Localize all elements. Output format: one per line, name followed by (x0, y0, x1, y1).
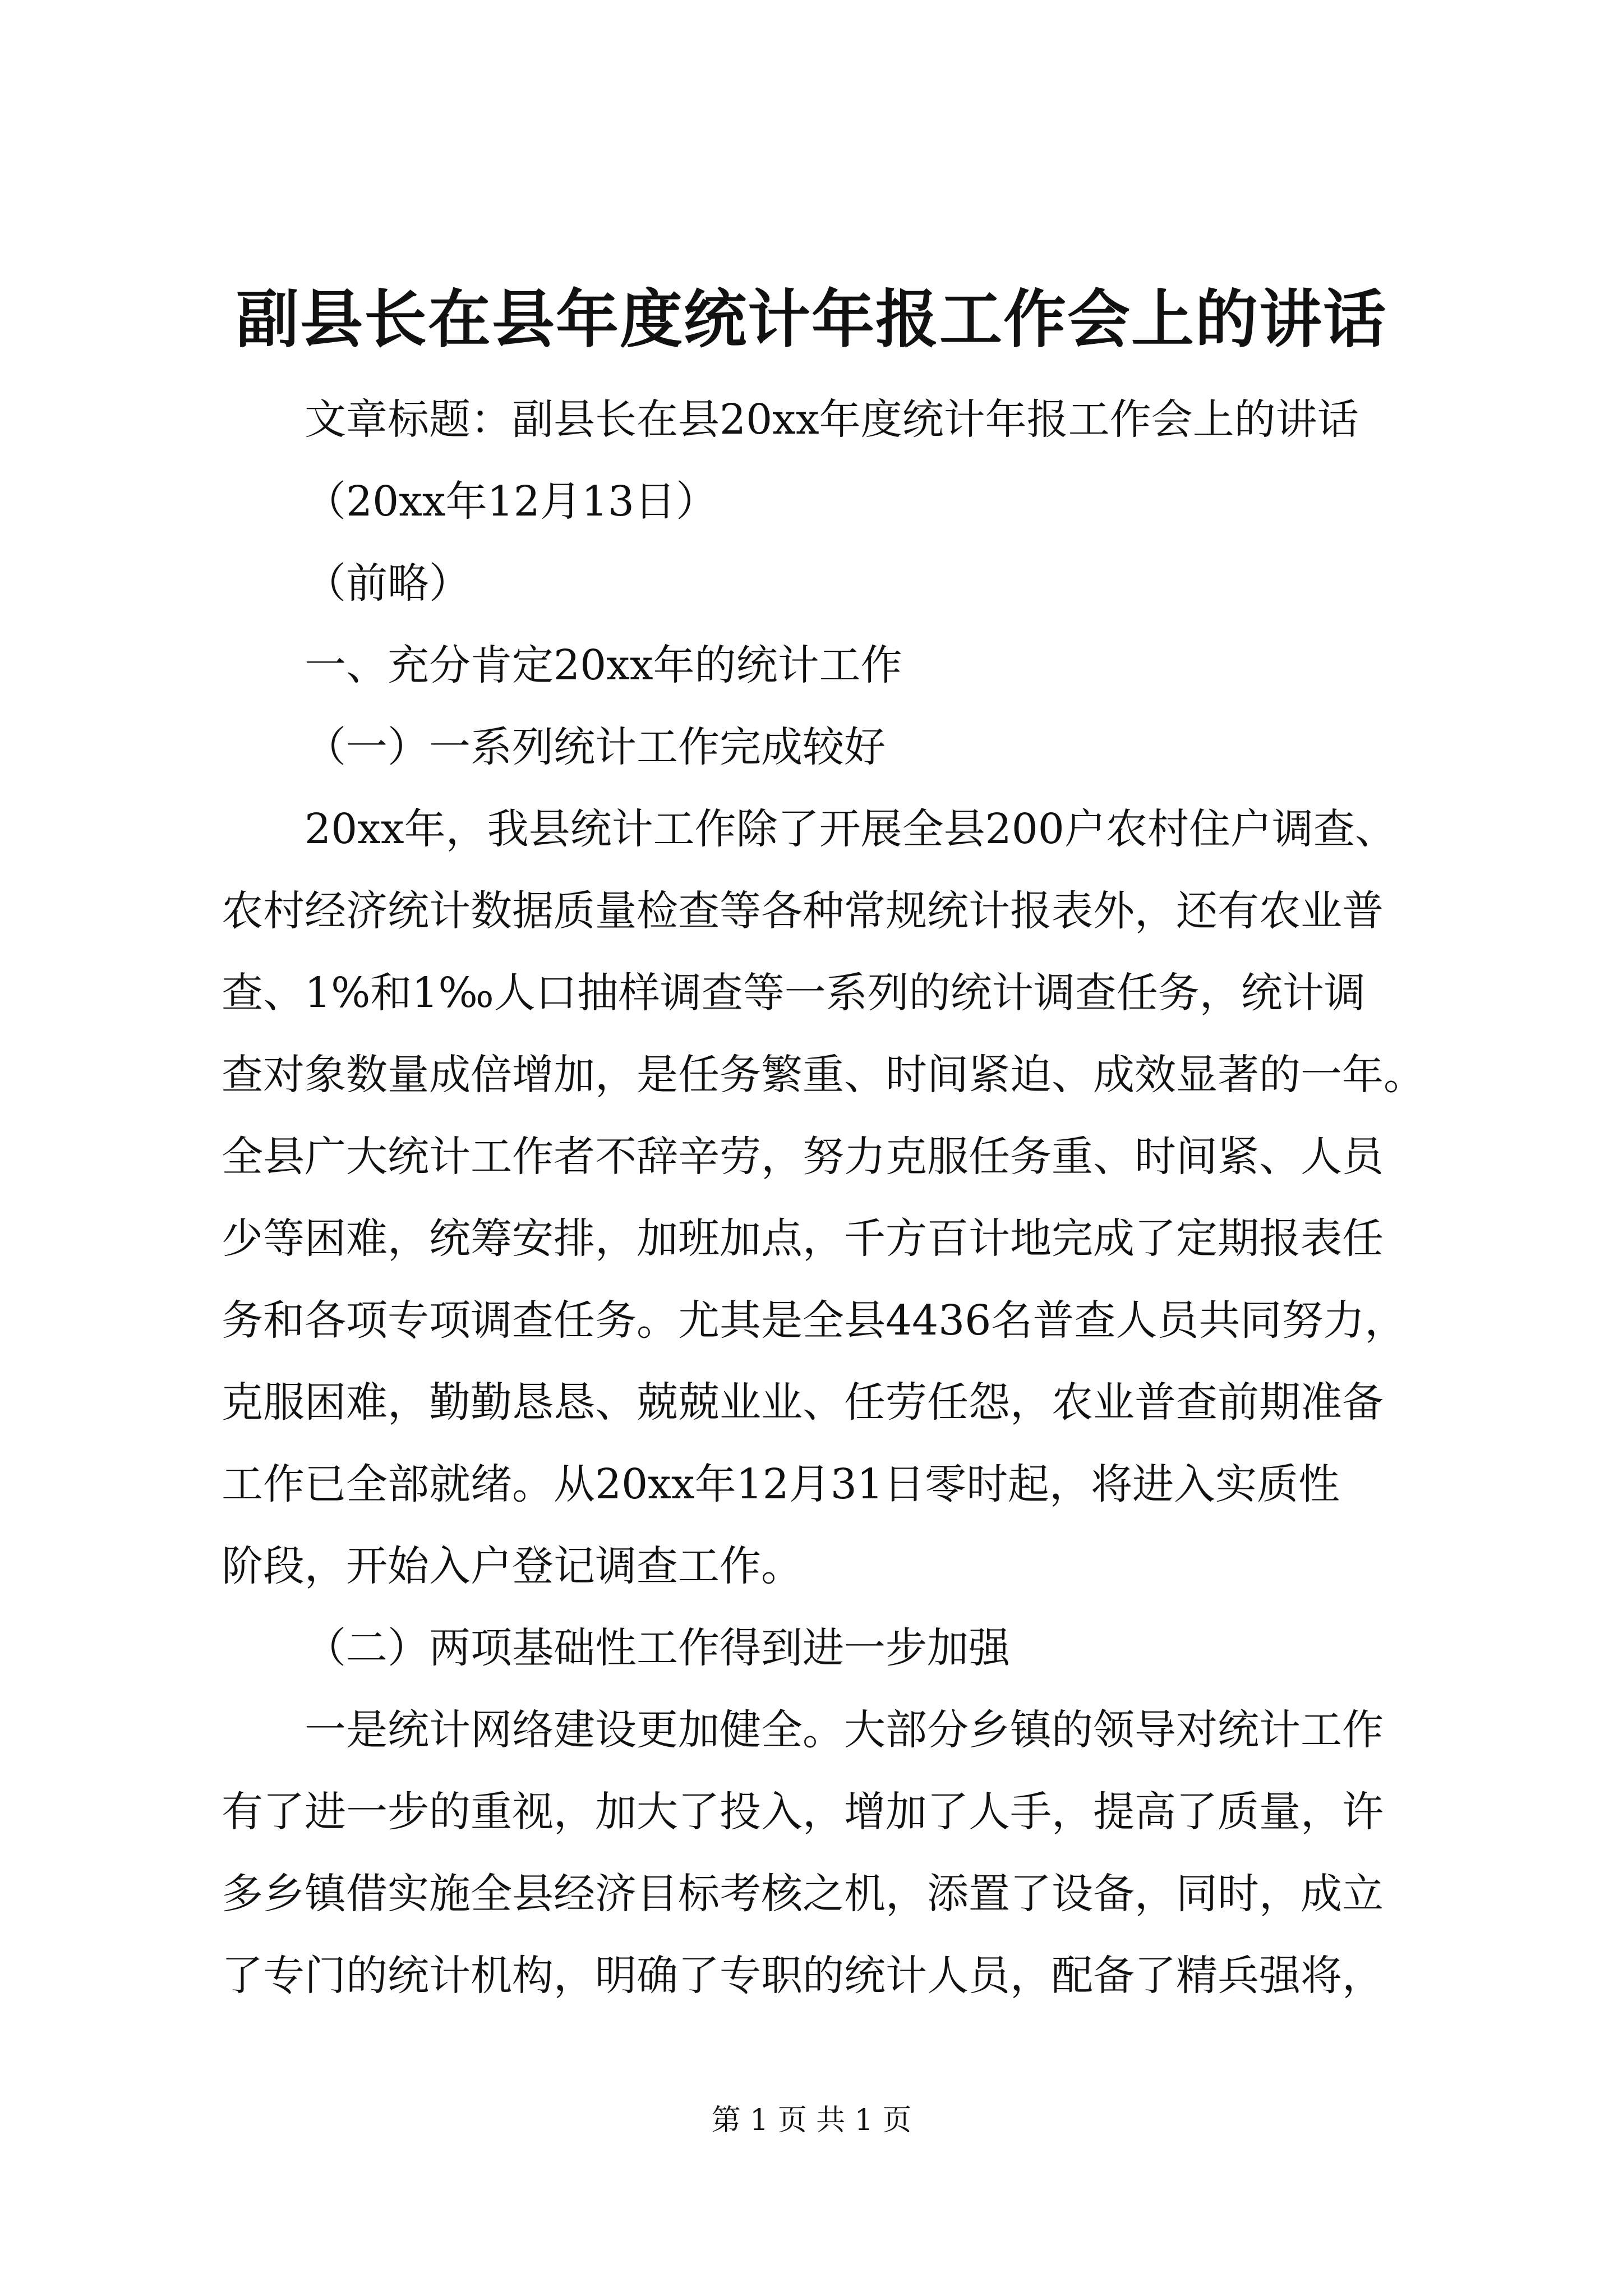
paragraph-line: 少等困难，统筹安排，加班加点，千方百计地完成了定期报表任 (222, 1214, 1384, 1263)
paragraph-line: 查、1%和1‰人口抽样调查等一系列的统计调查任务，统计调 (222, 969, 1366, 1017)
paragraph-line: 阶段，开始入户登记调查工作。 (222, 1542, 803, 1590)
section-heading-1: 一、充分肯定20xx年的统计工作 (305, 641, 902, 689)
paragraph-line: 一是统计网络建设更加健全。大部分乡镇的领导对统计工作 (305, 1706, 1384, 1754)
paragraph-line: 了专门的统计机构，明确了专职的统计人员，配备了精兵强将， (222, 1952, 1384, 2000)
omitted-note: （前略） (305, 559, 471, 608)
paragraph-line: 工作已全部就绪。从20xx年12月31日零时起，将进入实质性 (222, 1460, 1340, 1508)
paragraph-line: 20xx年，我县统计工作除了开展全县200户农村住户调查、 (305, 805, 1396, 853)
paragraph-line: 全县广大统计工作者不辞辛劳，努力克服任务重、时间紧、人员 (222, 1133, 1384, 1181)
paragraph-line: 多乡镇借实施全县经济目标考核之机，添置了设备，同时，成立 (222, 1870, 1384, 1918)
subsection-heading-2: （二）两项基础性工作得到进一步加强 (305, 1624, 1010, 1672)
page-footer: 第 1 页 共 1 页 (711, 2104, 912, 2137)
date-line: （20xx年12月13日） (305, 477, 717, 526)
paragraph-line: 务和各项专项调查任务。尤其是全县4436名普查人员共同努力， (222, 1296, 1407, 1345)
paragraph-line: 克服困难，勤勤恳恳、兢兢业业、任劳任怨，农业普查前期准备 (222, 1378, 1384, 1427)
paragraph-line: 查对象数量成倍增加，是任务繁重、时间紧迫、成效显著的一年。 (222, 1051, 1425, 1099)
subsection-heading-1: （一）一系列统计工作完成较好 (305, 723, 886, 771)
document-body (222, 379, 1425, 2017)
article-title-line: 文章标题：副县长在县20xx年度统计年报工作会上的讲话 (305, 395, 1359, 444)
paragraph-line: 农村经济统计数据质量检查等各种常规统计报表外，还有农业普 (222, 887, 1384, 935)
document-title: 副县长在县年度统计年报工作会上的讲话 (236, 283, 1387, 356)
paragraph-line: 有了进一步的重视，加大了投入，增加了人手，提高了质量，许 (222, 1788, 1384, 1836)
